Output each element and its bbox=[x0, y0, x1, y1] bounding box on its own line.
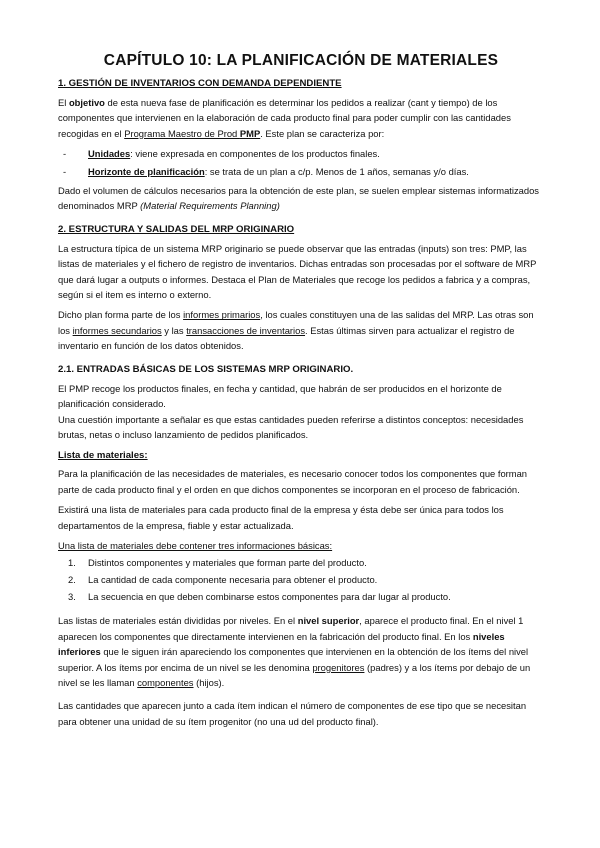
text-run: (padres) y a los ítems por debajo de un nivel se les llaman bbox=[58, 661, 531, 688]
list-text: La secuencia en que deben combinarse estos componentes para dar lugar al producto. bbox=[88, 591, 451, 603]
paragraph-cantidades-item: Las cantidades que aparecen junto a cada ítem indican el número de componentes de ese tipo que se necesitan para obtener una unidad de su ítem progenitor (no una ud del producto final). bbox=[58, 700, 527, 727]
term-componentes: componentes bbox=[137, 676, 194, 688]
text-run: y las bbox=[161, 324, 187, 336]
bullet-label: Unidades bbox=[88, 148, 131, 160]
text-run: (hijos). bbox=[193, 676, 225, 688]
term-pmp-full: Programa Maestro de Prod bbox=[124, 127, 240, 139]
list-number: 1. bbox=[68, 557, 76, 569]
paragraph-pmp: El PMP recoge los productos finales, en fecha y cantidad, que habrán de ser producidos en el horizonte de planificación considerado. bbox=[58, 382, 502, 410]
text-run: . Estas últimas sirven para actualizar el registro de inventario en función de los datos obtenidos. bbox=[58, 324, 515, 352]
bullet-text: : se trata de un plan a c/p. Menos de 1 años, semanas y/o días. bbox=[204, 165, 469, 177]
paragraph-estructura: La estructura típica de un sistema MRP originario se puede observar que las entradas (inputs) son tres: PMP, las listas de materiales y el fichero de registro de inventarios. Dichas entradas son procesadas por el software de MRP que dará lugar a outputs o informes. Destaca el Plan de Materiales que recoge los pedidos a fabrica y a compras, según si el item es interno o externo. bbox=[58, 242, 537, 301]
text-run: Dado el volumen de cálculos necesarios para la obtención de este plan, se suelen emplear sistemas informatizados denominados MRP bbox=[58, 185, 539, 212]
term-progenitores: progenitores bbox=[312, 661, 365, 673]
bullet-dash: - bbox=[63, 148, 67, 160]
bullet-label: Horizonte de planificación bbox=[88, 165, 205, 177]
term-informes-primarios: informes primarios bbox=[183, 309, 261, 321]
bullet-item bbox=[58, 146, 544, 161]
term-objetivo: objetivo bbox=[68, 97, 105, 108]
paragraph-informaciones: Una lista de materiales debe contener tres informaciones básicas: bbox=[58, 539, 333, 551]
paragraph-planificacion: Para la planificación de las necesidades de materiales, es necesario conocer todos los componentes que forman parte de cada producto final y el orden en que dichos componentes se incorporan en el proceso de fabricación. bbox=[58, 468, 528, 495]
list-number: 2. bbox=[68, 574, 76, 586]
list-item bbox=[58, 555, 544, 571]
list-text: La cantidad de cada componente necesaria para obtener el producto. bbox=[88, 574, 378, 586]
text-run: Las listas de materiales están divididas por niveles. En el bbox=[58, 615, 298, 627]
paragraph-mrp bbox=[58, 183, 544, 214]
section-heading-1: 1. GESTIÓN DE INVENTARIOS CON DEMANDA DEPENDIENTE bbox=[58, 78, 342, 89]
list-item bbox=[58, 572, 544, 588]
term-mrp-full: (Material Requirements Planning) bbox=[140, 200, 280, 212]
bullet-dash: - bbox=[63, 165, 67, 177]
document-page bbox=[58, 52, 544, 734]
term-niveles-inferiores: niveles inferiores bbox=[58, 630, 505, 658]
section-heading-2-1: 2.1. ENTRADAS BÁSICAS DE LOS SISTEMAS MRP ORIGINARIO. bbox=[58, 363, 354, 375]
text-run: , aparece el producto final. En el nivel 1 aparecen los componentes que directamente intervienen en la fabricación del producto final. En los bbox=[58, 615, 524, 642]
paragraph-objetivo bbox=[58, 95, 544, 141]
term-informes-secundarios: informes secundarios bbox=[72, 324, 162, 336]
bullet-item bbox=[58, 164, 544, 179]
section-heading-2: 2. ESTRUCTURA Y SALIDAS DEL MRP ORIGINARIO bbox=[58, 223, 295, 235]
list-number: 3. bbox=[68, 591, 76, 603]
bullet-text: : viene expresada en componentes de los productos finales. bbox=[130, 148, 380, 160]
text-run: , los cuales constituyen una de las salidas del MRP. Las otras son los bbox=[58, 309, 534, 336]
subheading-lista-materiales: Lista de materiales: bbox=[58, 450, 148, 462]
text-run: de esta nueva fase de planificación es determinar los pedidos a realizar (cant y tiempo) de los componentes que intervienen en la elaboración de cada producto final para poder cumplir con las cantidades recogidas en el bbox=[58, 97, 511, 139]
text-run: que le siguen irán apareciendo los componentes que intervienen en la obtención de los ítems del nivel superior. A los ítems por encima de un nivel se les denomina bbox=[58, 646, 529, 673]
term-transacciones: transacciones de inventarios bbox=[186, 324, 306, 336]
text-run: Dicho plan forma parte de los bbox=[58, 309, 184, 321]
paragraph-existira: Existirá una lista de materiales para cada producto final de la empresa y ésta debe ser única para todos los departamentos de la empresa, fiable y estar actualizada. bbox=[58, 504, 504, 531]
page-title: CAPÍTULO 10: LA PLANIFICACIÓN DE MATERIALES bbox=[103, 52, 499, 69]
list-item bbox=[58, 589, 544, 605]
term-nivel-superior: nivel superior bbox=[297, 615, 360, 627]
term-pmp: PMP bbox=[239, 127, 261, 139]
paragraph-niveles bbox=[58, 613, 544, 690]
list-text: Distintos componentes y materiales que forman parte del producto. bbox=[88, 557, 367, 569]
paragraph-cantidades: Una cuestión importante a señalar es que estas cantidades pueden referirse a distintos conceptos: necesidades brutas, netas o incluso lanzamiento de pedidos planificados. bbox=[58, 413, 524, 440]
text-run: El bbox=[58, 97, 69, 108]
text-run: . Este plan se caracteriza por: bbox=[260, 127, 385, 139]
paragraph-informes bbox=[58, 307, 544, 353]
